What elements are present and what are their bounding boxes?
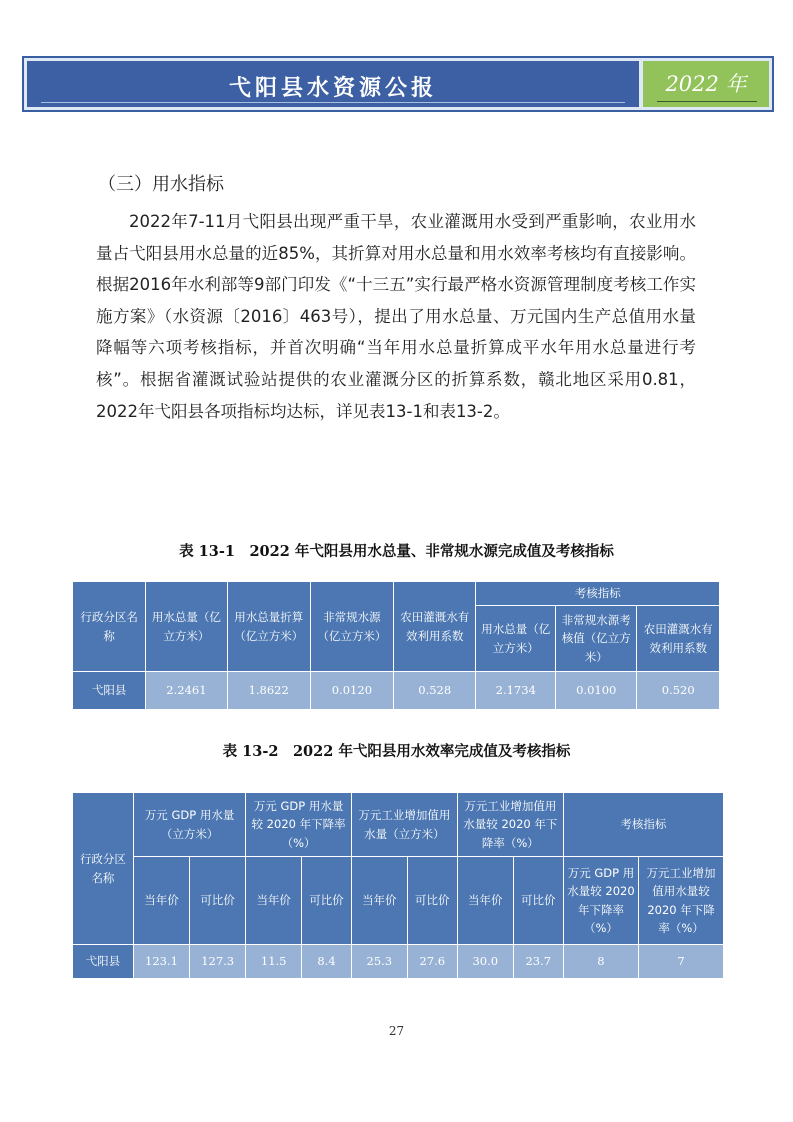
t1-header-assessment: 考核指标 <box>476 582 720 606</box>
t1-header-a-irrigation: 农田灌溉水有效利用系数 <box>637 606 720 672</box>
page-number: 27 <box>388 1024 405 1038</box>
t1-header-total: 用水总量（亿立方米） <box>146 582 227 672</box>
t2-header-gdp-water: 万元 GDP 用水量（立方米） <box>133 793 245 857</box>
t2-header-ind-current: 当年价 <box>351 857 407 945</box>
t2-header-a-ind: 万元工业增加值用水量较 2020 年下降率（%） <box>639 857 724 945</box>
t2-cell-indd-current: 30.0 <box>457 945 513 979</box>
section-heading: （三）用水指标 <box>98 174 224 195</box>
t2-cell-gdpd-current: 11.5 <box>246 945 302 979</box>
t2-header-gdp-comparable: 可比价 <box>190 857 246 945</box>
t2-cell-a-gdp: 8 <box>563 945 638 979</box>
t2-header-indd-current: 当年价 <box>457 857 513 945</box>
t2-cell-a-ind: 7 <box>639 945 724 979</box>
t1-cell-a-total: 2.1734 <box>476 672 556 710</box>
t2-header-gdpd-comparable: 可比价 <box>302 857 352 945</box>
t2-cell-gdpd-comparable: 8.4 <box>302 945 352 979</box>
t1-row-region: 弋阳县 <box>73 672 146 710</box>
t2-row-region: 弋阳县 <box>73 945 134 979</box>
t2-header-ind-decline: 万元工业增加值用水量较 2020 年下降率（%） <box>457 793 563 857</box>
header-banner <box>22 56 774 112</box>
t2-header-ind-water: 万元工业增加值用水量（立方米） <box>351 793 457 857</box>
table-13-1 <box>72 581 720 710</box>
t2-header-indd-comparable: 可比价 <box>513 857 563 945</box>
t1-cell-a-unconventional: 0.0100 <box>556 672 637 710</box>
t2-header-gdp-current: 当年价 <box>133 857 189 945</box>
body-paragraph <box>96 206 696 427</box>
banner-title-rule <box>41 102 625 103</box>
table-13-2 <box>72 792 724 979</box>
t2-cell-ind-current: 25.3 <box>351 945 407 979</box>
t1-header-a-unconventional: 非常规水源考核值（亿立方米） <box>556 606 637 672</box>
t2-cell-gdp-comparable: 127.3 <box>190 945 246 979</box>
t2-header-gdp-decline: 万元 GDP 用水量较 2020 年下降率（%） <box>246 793 352 857</box>
t1-header-unconventional: 非常规水源（亿立方米） <box>310 582 393 672</box>
banner-year-rule <box>657 101 757 102</box>
paragraph-text: 2022年7-11月弋阳县出现严重干旱，农业灌溉用水受到严重影响，农业用水量占弋阳县用水总量的近85%，其折算对用水总量和用水效率考核均有直接影响。根据2016年水利部等9部门印发《“十三五”实行最严格水资源管理制度考核工作实施方案》（水资源〔2016〕463号），提出了用水总量、万元国内生产总值用水量降幅等六项考核指标，并首次明确“当年用水总量折算成平水年用水总量进行考核”。根据省灌溉试验站提供的农业灌溉分区的折算系数，赣北地区采用0.81，2022年弋阳县各项指标均达标，详见表13-1和表13-2。 <box>96 212 696 421</box>
t1-cell-unconventional: 0.0120 <box>310 672 393 710</box>
t2-cell-gdp-current: 123.1 <box>133 945 189 979</box>
banner-year-panel <box>643 61 769 107</box>
t2-header-gdpd-current: 当年价 <box>246 857 302 945</box>
t1-header-total-converted: 用水总量折算（亿立方米） <box>227 582 310 672</box>
t1-cell-total: 2.2461 <box>146 672 227 710</box>
t2-header-a-gdp: 万元 GDP 用水量较 2020 年下降率（%） <box>563 857 638 945</box>
t2-cell-ind-comparable: 27.6 <box>407 945 457 979</box>
report-year: 2022 年 <box>665 72 747 96</box>
t1-cell-irrigation-coef: 0.528 <box>393 672 476 710</box>
t1-header-region: 行政分区名称 <box>73 582 146 672</box>
t2-header-assessment: 考核指标 <box>563 793 723 857</box>
t1-header-a-total: 用水总量（亿立方米） <box>476 606 556 672</box>
t2-header-region: 行政分区名称 <box>73 793 134 945</box>
t2-cell-indd-comparable: 23.7 <box>513 945 563 979</box>
t1-cell-a-irrigation: 0.520 <box>637 672 720 710</box>
banner-title-panel <box>27 61 639 107</box>
table1-caption: 表 13-1 2022 年弋阳县用水总量、非常规水源完成值及考核指标 <box>179 543 614 560</box>
t1-header-irrigation-coef: 农田灌溉水有效利用系数 <box>393 582 476 672</box>
report-title: 弋阳县水资源公报 <box>228 75 437 101</box>
t2-header-ind-comparable: 可比价 <box>407 857 457 945</box>
t1-cell-total-converted: 1.8622 <box>227 672 310 710</box>
table2-caption: 表 13-2 2022 年弋阳县用水效率完成值及考核指标 <box>222 743 571 760</box>
